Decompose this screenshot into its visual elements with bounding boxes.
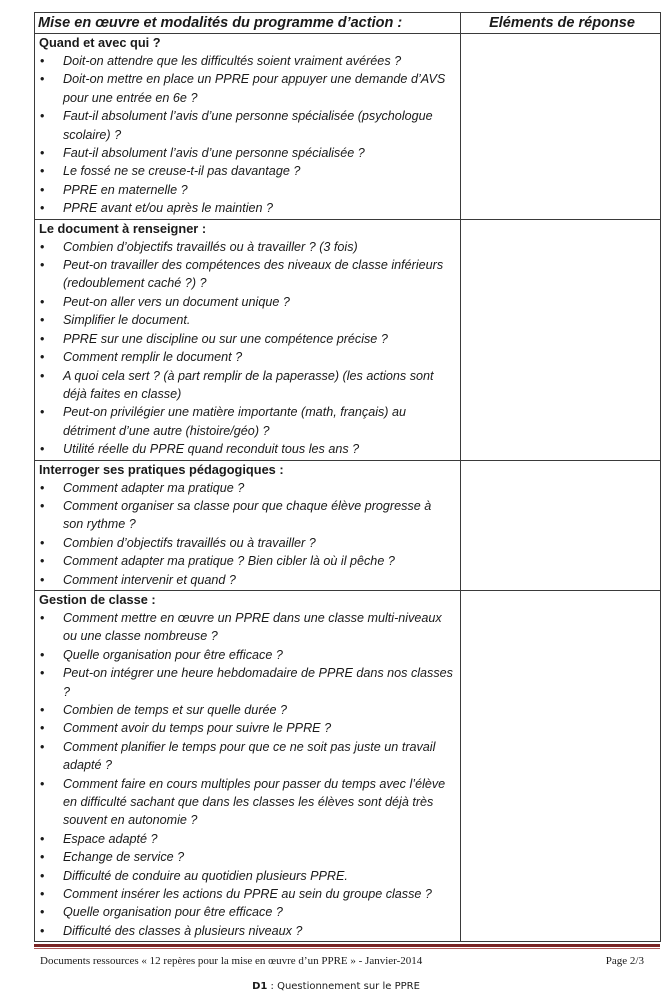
question-item: • PPRE en maternelle ? (35, 181, 460, 199)
question-item: • Faut-il absolument l’avis d’une personne spécialisée ? (35, 144, 460, 162)
question-item: • Comment adapter ma pratique ? (35, 479, 460, 497)
question-item: • Comment mettre en œuvre un PPRE dans une classe multi-niveaux ou une classe nombreuse ? (35, 609, 460, 646)
footer-page-number: Page 2/3 (605, 955, 644, 967)
section-title: Interroger ses pratiques pédagogiques : (39, 461, 284, 477)
question-item: • Quelle organisation pour être efficace ? (35, 903, 460, 921)
question-list (35, 609, 460, 940)
question-item: • PPRE sur une discipline ou sur une compétence précise ? (35, 330, 460, 348)
question-item: • Espace adapté ? (35, 830, 460, 848)
questions-cell (35, 460, 461, 590)
section-title: Le document à renseigner : (39, 220, 207, 236)
question-item: • Peut-on travailler des compétences des niveaux de classe inférieurs (redoublement caché ?) ? (35, 256, 460, 293)
footer-rule (34, 944, 660, 947)
table-body (35, 34, 661, 942)
question-item: • Utilité réelle du PPRE quand reconduit tous les ans ? (35, 440, 460, 458)
answer-cell[interactable] (461, 590, 661, 941)
section-title: Gestion de classe : (39, 591, 156, 607)
answer-cell[interactable] (461, 34, 661, 220)
header-left: Mise en œuvre et modalités du programme d’action : (35, 13, 461, 34)
footer-rule-thin (34, 948, 660, 949)
question-item: • Combien de temps et sur quelle durée ? (35, 701, 460, 719)
caption-label: D1 (252, 981, 268, 992)
section-title: Quand et avec qui ? (39, 35, 161, 50)
question-item: • Combien d’objectifs travaillés ou à travailler ? (35, 534, 460, 552)
table-header-row (35, 13, 661, 34)
question-item: • Comment insérer les actions du PPRE au sein du groupe classe ? (35, 885, 460, 903)
question-item: • Difficulté des classes à plusieurs niveaux ? (35, 922, 460, 940)
question-item: • Peut-on aller vers un document unique ? (35, 293, 460, 311)
question-item: • Faut-il absolument l’avis d’une personne spécialisée (psychologue scolaire) ? (35, 107, 460, 144)
question-item: • Doit-on attendre que les difficultés soient vraiment avérées ? (35, 52, 460, 70)
question-list (35, 238, 460, 459)
question-item: • Difficulté de conduire au quotidien plusieurs PPRE. (35, 867, 460, 885)
question-item: • Le fossé ne se creuse-t-il pas davantage ? (35, 162, 460, 180)
question-item: • A quoi cela sert ? (à part remplir de la paperasse) (les actions sont déjà faites en classe) (35, 367, 460, 404)
question-list (35, 479, 460, 589)
question-item: • Peut-on privilégier une matière importante (math, français) au détriment d’une autre (histoire/géo) ? (35, 403, 460, 440)
question-item: • Comment faire en cours multiples pour passer du temps avec l’élève en difficulté sachant que dans les classes les élèves sont déjà très souvent en autonomie ? (35, 775, 460, 830)
question-item: • Doit-on mettre en place un PPRE pour appuyer une demande d’AVS pour une entrée en 6e ? (35, 70, 460, 107)
questions-cell (35, 590, 461, 941)
question-item: • PPRE avant et/ou après le maintien ? (35, 199, 460, 217)
questions-cell (35, 34, 461, 220)
question-item: • Combien d’objectifs travaillés ou à travailler ? (3 fois) (35, 238, 460, 256)
section-row (35, 590, 661, 941)
answer-cell[interactable] (461, 219, 661, 460)
questions-table (34, 12, 661, 942)
caption-text: : Questionnement sur le PPRE (267, 981, 420, 992)
question-item: • Comment intervenir et quand ? (35, 571, 460, 589)
section-row (35, 460, 661, 590)
question-item: • Comment planifier le temps pour que ce ne soit pas juste un travail adapté ? (35, 738, 460, 775)
footer-source: Documents ressources « 12 repères pour la mise en œuvre d’un PPRE » - Janvier-2014 (40, 955, 423, 967)
section-row (35, 219, 661, 460)
document-page (34, 12, 660, 942)
question-item: • Comment remplir le document ? (35, 348, 460, 366)
section-row (35, 34, 661, 220)
question-item: • Simplifier le document. (35, 311, 460, 329)
question-list (35, 52, 460, 218)
question-item: • Comment organiser sa classe pour que chaque élève progresse à son rythme ? (35, 497, 460, 534)
question-item: • Comment avoir du temps pour suivre le PPRE ? (35, 719, 460, 737)
question-item: • Comment adapter ma pratique ? Bien cibler là où il pêche ? (35, 552, 460, 570)
questions-cell (35, 219, 461, 460)
question-item: • Peut-on intégrer une heure hebdomadaire de PPRE dans nos classes ? (35, 664, 460, 701)
answer-cell[interactable] (461, 460, 661, 590)
question-item: • Echange de service ? (35, 848, 460, 866)
figure-caption (0, 980, 672, 994)
header-right: Eléments de réponse (461, 13, 661, 34)
question-item: • Quelle organisation pour être efficace ? (35, 646, 460, 664)
